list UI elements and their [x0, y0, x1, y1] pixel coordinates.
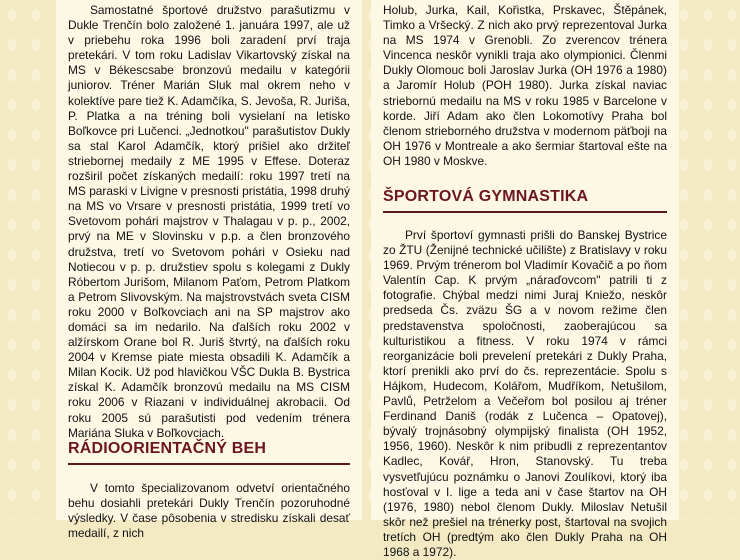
parachuting-text: Samostatné športové družstvo parašutizmu v Dukle Trenčín bolo založené 1. januára 1997, ale už v priebehu roka 1996 boli zaradení prví traja pretekári. V tom roku Ladislav Vikartovský získal na MS v Békescsabe bronzovú medailu v kategórii juniorov. Tréner Marián Sluk mal okrem neho v kolektíve pare tiež K. Adamčíka, S. Jevoša, R. Juriša, P. Platka a na tréning boli vysielaní na letisko Boľkovce pri Lučenci. „Jednotkou" parašutistov Dukly sa stal Karol Adamčík, ktorý prišiel ako držiteľ striebornej medaily z ME 1995 v Effese. Doteraz rozširil počet získaných medailí: roku 1997 tretí na MS paraski v Livigne v presnosti pristátia, 1998 druhý na MS vo Vrsare v presnosti pristátia, 1999 tretí vo Svetovom pohári majstrov v Thalagau v p. p., 2002, prvý na ME v Slovinsku v p.p. a člen bronzového družstva, tretí vo Svetovom pohári v Osieku nad Notiecou v p. p. družstiev spolu s kolegami z Dukly Róbertom Jurišom, Milanom Paťom, Petrom Platkom a Petrom Slivovským. Na majstrovstvách sveta CISM roku 2000 v Boľkovciach ani na SP majstrov ako domáci sa im nedarilo. Na ďalších roku 2002 v alžírskom Orane bol R. Juriš štvrtý, na ďalších roku 2004 v Kremse piate miesta obsadili K. Adamčík a Milan Kocik. Už pod hlavičkou VŠC Dukla B. Bystrica získal K. Adamčík bronzovú medailu na MS CISM roku 2006 v Riazani v individuálnej akrobacii. Od roku 2005 sú parašutisti pod vedením trénera Mariána Sluka v Boľkovciach.: [68, 3, 350, 440]
gymnastics-text: Prví športoví gymnasti prišli do Banskej Bystrice zo ŽTU (Ženijné technické učilište) z Bratislavy v roku 1969. Prvým trénerom bol Vladimír Kovačič a po ňom Valentín Cap. K prvým „náraďovcom" patrili ti z fotografie. Chýbal medzi nimi Juraj Kniežo, neskôr predseda Čs. zväzu ŠG a v novom režime člen predstavenstva spoločnosti, zaoberajúcou sa kulturistikou a fitness. V roku 1974 v rámci reorganizácie boli prevelení pretekári z Dukly Praha, ktorí prenikli ako prví do čs. reprezentácie. Spolu s Hájkom, Hudecom, Kolářom, Mudříkom, Netušilom, Pavlů, Petrželom a Večeřom bol posilou aj tréner Ferdinand Daniš (rodák z Lučenca – Opatovej), bývalý trojnásobný olympijský finalista (OH 1952, 1956, 1960). Neskôr k nim pribudli z reprezentantov Kadlec, Kovář, Hron, Stanovský. Tu treba vysvetľujúcu poznámku o Janovi Zoulíkovi, ktorý iba hosťoval v I. lige a teda ani v čase štartov na OH (1976, 1980) nebol členom Dukly. Miloslav Netušil skôr než prešiel na trénerky post, štartoval na svojich tretích OH (predtým ako člen Dukly Praha na OH 1968 a 1972).: [383, 228, 667, 559]
orienteering-heading-block: [68, 440, 350, 465]
heading-divider: [383, 211, 667, 213]
section-heading-orienteering: RÁDIOORIENTAČNÝ BEH: [68, 440, 267, 457]
heading-divider: [68, 463, 350, 465]
orienteering-paragraph: [68, 481, 350, 541]
orienteering-text: V tomto špecializovanom odvetví orientačného behu dosiahli pretekári Dukly Trenčín pozoruhodné výsledky. V čase pôsobenia v stredisku získali desať medailí, z nich: [68, 481, 350, 541]
fencing-paragraph: [383, 3, 667, 169]
gymnastics-heading-block: [383, 188, 667, 213]
left-column: [56, 0, 362, 541]
right-column: [371, 0, 679, 559]
gymnastics-paragraph: [383, 228, 667, 560]
section-heading-gymnastics: ŠPORTOVÁ GYMNASTIKA: [383, 188, 589, 205]
fencing-text: Holub, Jurka, Kail, Kořistka, Prskavec, Štěpánek, Timko a Vršecký. Z nich ako prvý reprezentoval Jurka na MS 1974 v Grenobli. Zo zverencov trénera Vincenca neskôr vynikli traja ako olympionici. Členmi Dukly Olomouc boli Jaroslav Jurka (OH 1976 a 1980) a Jaromír Holub (POH 1980). Jurka získal naviac striebornú medailu na MS v roku 1985 v Barcelone v korde. Jiří Adam ako člen Lokomotívy Praha bol členom strieborného družstva v modernom päťboji na OH 1976 v Montreale a ako šermiar štartoval ešte na OH 1980 v Moskve.: [383, 3, 667, 168]
parachuting-paragraph: [68, 3, 350, 441]
